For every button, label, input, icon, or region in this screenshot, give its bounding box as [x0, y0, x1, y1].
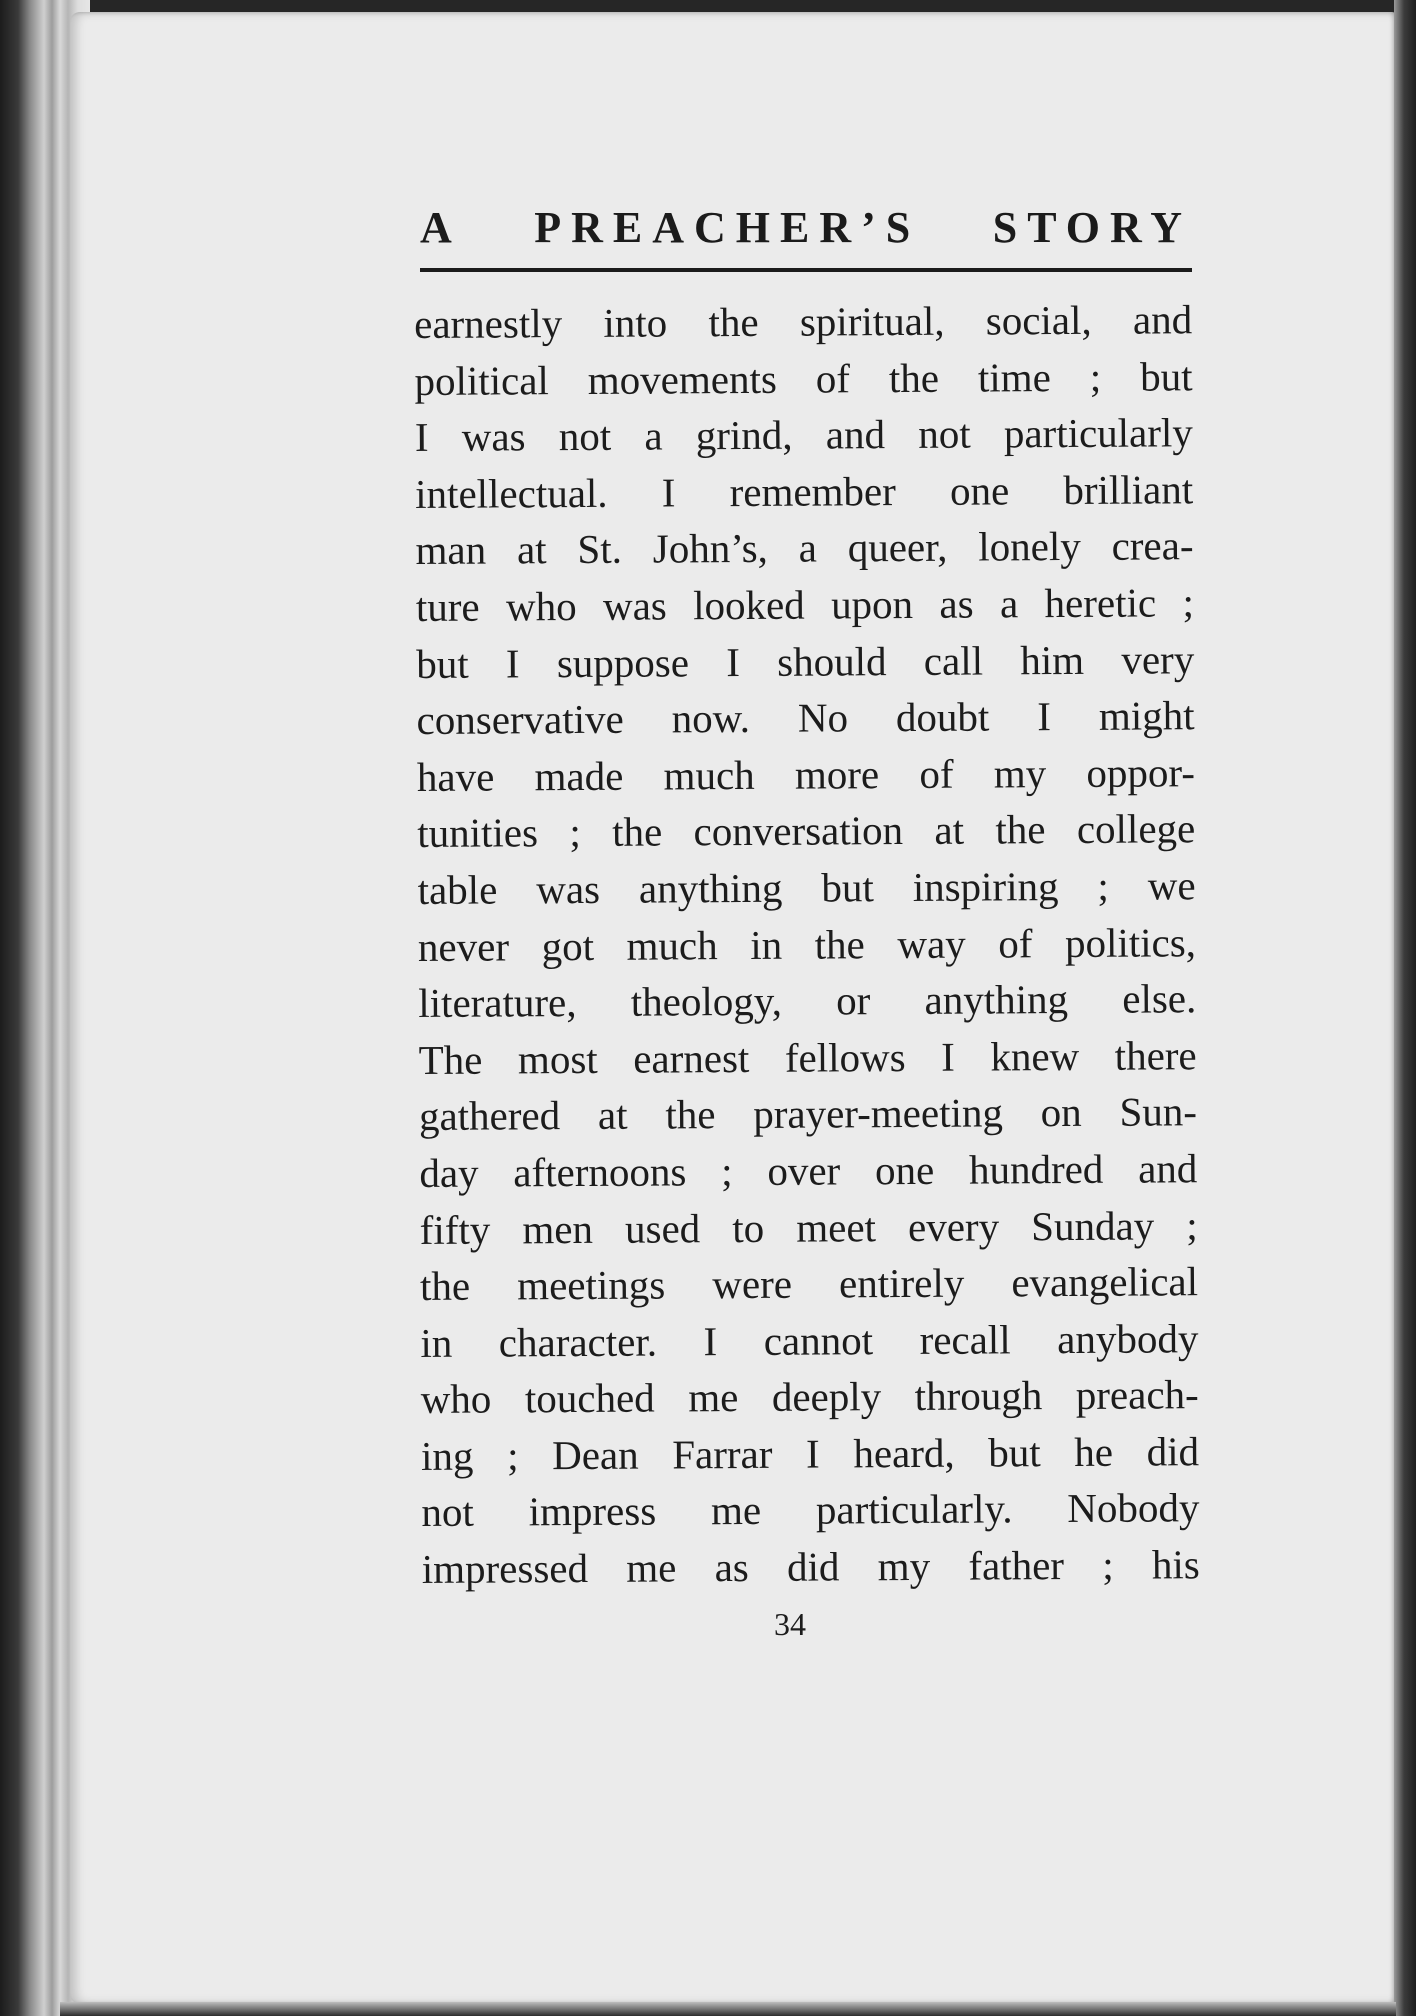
text-line: day afternoons ; over one hundred and — [419, 1145, 1198, 1196]
text-line: fifty men used to meet every Sunday ; — [419, 1201, 1198, 1253]
text-line: not impress me particularly. Nobody — [421, 1484, 1200, 1536]
text-line: I was not a grind, and not particularly — [414, 409, 1193, 461]
text-line: but I suppose I should call him very — [416, 635, 1195, 687]
page-bottom-edge — [60, 2002, 1396, 2016]
running-head-word: PREACHER’S — [534, 203, 921, 252]
running-head — [420, 202, 1192, 262]
text-line: who touched me deeply through preach- — [420, 1371, 1199, 1423]
text-line: literature, theology, or anything else. — [418, 975, 1197, 1027]
text-line: tunities ; the conversation at the college — [417, 805, 1196, 857]
text-line: never got much in the way of politics, — [417, 918, 1197, 970]
text-line: intellectual. I remember one brilliant — [415, 466, 1194, 517]
text-line: conservative now. No doubt I might — [416, 692, 1195, 744]
text-line: gathered at the prayer-meeting on Sun- — [418, 1088, 1198, 1140]
text-line: ing ; Dean Farrar I heard, but he did — [420, 1428, 1200, 1479]
text-line: earnestly into the spiritual, social, and — [414, 296, 1193, 347]
page-right-edge — [1394, 0, 1416, 2016]
text-line: political movements of the time ; but — [414, 352, 1193, 404]
text-line: have made much more of my oppor- — [416, 748, 1196, 800]
text-line: the meetings were entirely evangelical — [419, 1258, 1199, 1310]
text-line: impressed me as did my father ; his — [421, 1541, 1200, 1593]
running-head-rule — [420, 268, 1192, 272]
text-line: ture who was looked upon as a heretic ; — [415, 579, 1195, 630]
text-line: table was anything but inspiring ; we — [417, 862, 1196, 913]
page-number: 34 — [774, 1606, 806, 1642]
text-line: in character. I cannot recall anybody — [420, 1314, 1199, 1366]
text-line: The most earnest fellows I knew there — [418, 1031, 1197, 1083]
body-text — [414, 291, 1200, 1597]
text-line: man at St. John’s, a queer, lonely crea- — [415, 522, 1194, 574]
running-head-word: STORY — [992, 203, 1192, 252]
running-head-word: A — [420, 203, 462, 252]
